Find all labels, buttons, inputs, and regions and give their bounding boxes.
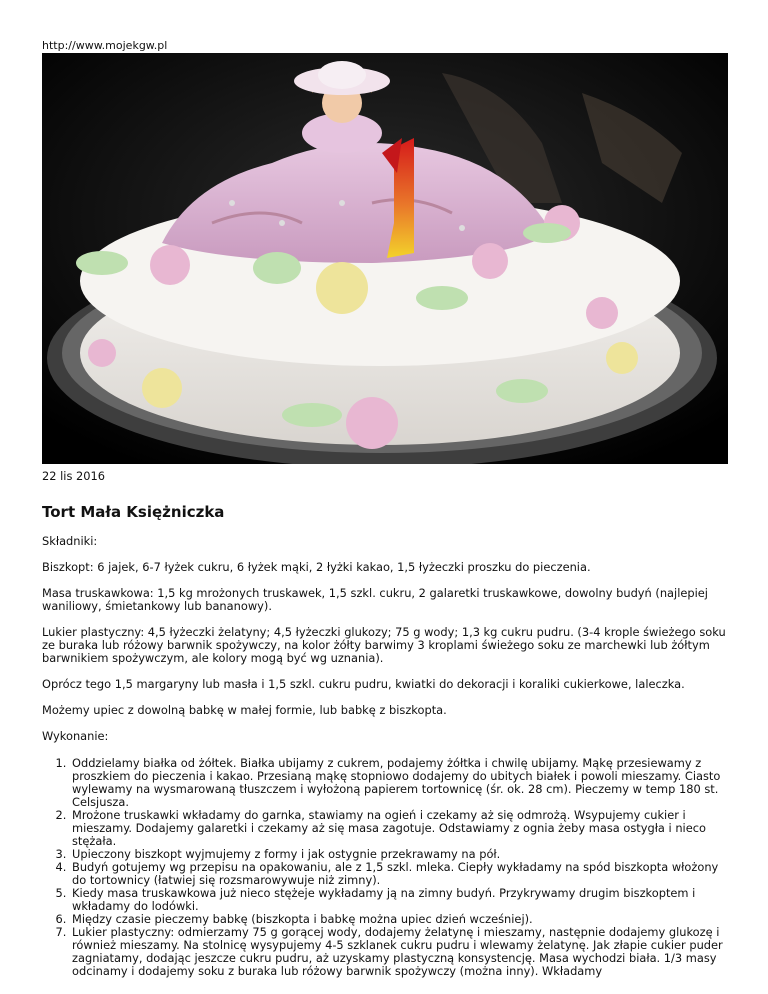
paragraph-strawberry-mass: Masa truskawkowa: 1,5 kg mrożonych truskawek, 1,5 szkl. cukru, 2 galaretki truskawkowe, dowolny budyń (najlepiej waniliowy, śmietankowy lub bananowy). xyxy=(42,586,708,613)
recipe-article xyxy=(42,470,732,978)
method-heading: Wykonanie: xyxy=(42,729,109,743)
step-item: 5. Kiedy masa truskawkowa już nieco stężeje wykładamy ją na zimny budyń. Przykrywamy drugim biszkoptem i wkładamy do lodówki. xyxy=(70,887,732,913)
source-url: http://www.mojekgw.pl xyxy=(42,39,168,52)
ingredients-heading: Składniki: xyxy=(42,534,98,548)
step-item: 7. Lukier plastyczny: odmierzamy 75 g gorącej wody, dodajemy żelatynę i mieszamy, następnie dodajemy glukozę i również mieszamy. Na stolnicę wysypujemy 4-5 szklanek cukru pudru i wlewamy żelatynę. Jak złapie cukier puder zagniatamy, dodając jeszcze cukru pudru, aż uzyskamy plastyczną konsystencję. Masa wychodzi biała. 1/3 masy odcinamy i dodajemy soku z buraka lub różowy barwnik spożywczy (można inny). Wkładamy xyxy=(70,926,732,978)
post-date: 22 lis 2016 xyxy=(42,469,105,483)
steps-list xyxy=(42,757,732,978)
paragraph-icing: Lukier plastyczny: 4,5 łyżeczki żelatyny; 4,5 łyżeczki glukozy; 75 g wody; 1,3 kg cukru pudru. (3-4 krople świeżego soku ze buraka lub różowy barwnik spożywczy, na kolor żółty barwimy 3 kroplami świeżego soku ze marchewki lub żółtym barwnikiem spożywczym, ale kolory mogą być wg uznania). xyxy=(42,625,726,665)
step-item: 3. Upieczony biszkopt wyjmujemy z formy i jak ostygnie przekrawamy na pół. xyxy=(70,848,732,861)
step-item: 4. Budyń gotujemy wg przepisu na opakowaniu, ale z 1,5 szkl. mleka. Ciepły wykładamy na spód biszkopta włożony do tortownicy (łatwiej się rozsmarowywuje niż zimny). xyxy=(70,861,732,887)
cake-photo xyxy=(42,53,728,464)
step-item: 1. Oddzielamy białka od żółtek. Białka ubijamy z cukrem, podajemy żółtka i chwilę ubijamy. Mąkę przesiewamy z proszkiem do pieczenia i kakao. Przesianą mąkę stopniowo dodajemy do ubitych białek i powoli mieszamy. Ciasto wylewamy na wysmarowaną tłuszczem i wyłożoną papierem tortownicę (śr. ok. 28 cm). Pieczemy w temp 180 st. Celsjusza. xyxy=(70,757,732,809)
step-item: 2. Mrożone truskawki wkładamy do garnka, stawiamy na ogień i czekamy aż się odmrożą. Wsypujemy cukier i mieszamy. Dodajemy galaretki i czekamy aż się masa zagotuje. Odstawiamy z ognia żeby masa ostygła i nieco stężała. xyxy=(70,809,732,848)
recipe-title: Tort Mała Księżniczka xyxy=(42,503,225,521)
paragraph-sponge: Biszkopt: 6 jajek, 6-7 łyżek cukru, 6 łyżek mąki, 2 łyżki kakao, 1,5 łyżeczki proszku do pieczenia. xyxy=(42,560,591,574)
paragraph-extras: Oprócz tego 1,5 margaryny lub masła i 1,5 szkl. cukru pudru, kwiatki do dekoracji i koraliki cukierkowe, laleczka. xyxy=(42,677,685,691)
paragraph-note: Możemy upiec z dowolną babkę w małej formie, lub babkę z biszkopta. xyxy=(42,703,447,717)
step-item: 6. Między czasie pieczemy babkę (biszkopta i babkę można upiec dzień wcześniej). xyxy=(70,913,732,926)
